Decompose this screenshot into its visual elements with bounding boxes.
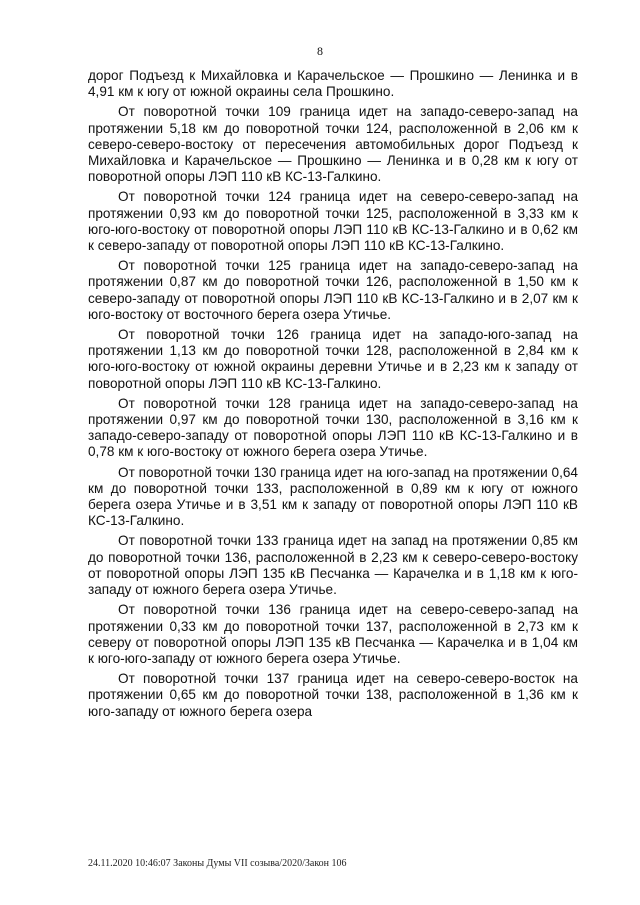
page-number: 8 [317, 44, 323, 58]
paragraph: От поворотной точки 124 граница идет на северо-северо-запад на протяжении 0,93 км до поворотной точки 125, расположенной в 3,33 км к юго-юго-востоку от поворотной опоры ЛЭП 110 кВ КС-13-Галкино и в 0,62 км к северо-западу от поворотной опоры ЛЭП 110 кВ КС-13-Галкино. [88, 189, 578, 254]
paragraph: От поворотной точки 109 граница идет на западо-северо-запад на протяжении 5,18 км до поворотной точки 124, расположенной в 2,06 км к северо-северо-востоку от пересечения автомобильных дорог Подъезд к Михайловка и Карачельское — Прошкино — Ленинка и в 0,28 км к югу от поворотной опоры ЛЭП 110 кВ КС-13-Галкино. [88, 104, 578, 185]
paragraph: От поворотной точки 130 граница идет на юго-запад на протяжении 0,64 км до поворотной точки 133, расположенной в 0,89 км к югу от южного берега озера Утичье и в 3,51 км к западу от поворотной опоры ЛЭП 110 кВ КС-13-Галкино. [88, 464, 578, 529]
paragraph: дорог Подъезд к Михайловка и Карачельское — Прошкино — Ленинка и в 4,91 км к югу от южной окраины села Прошкино. [88, 68, 578, 100]
paragraph: От поворотной точки 126 граница идет на западо-юго-запад на протяжении 1,13 км до поворотной точки 128, расположенной в 2,84 км к юго-юго-востоку от южной окраины деревни Утичье и в 2,23 км к западу от поворотной опоры ЛЭП 110 кВ КС-13-Галкино. [88, 327, 578, 391]
document-body [88, 68, 578, 724]
paragraph: От поворотной точки 136 граница идет на северо-северо-запад на протяжении 0,33 км до поворотной точки 137, расположенной в 2,73 км к северу от поворотной опоры ЛЭП 135 кВ Песчанка — Карачелка и в 1,04 км к юго-юго-западу от южного берега озера Утичье. [88, 602, 578, 666]
footer-stamp: 24.11.2020 10:46:07 Законы Думы VII созыва/2020/Закон 106 [88, 858, 347, 869]
paragraph: От поворотной точки 128 граница идет на западо-северо-запад на протяжении 0,97 км до поворотной точки 130, расположенной в 3,16 км к западо-северо-западу от поворотной опоры ЛЭП 110 кВ КС-13-Галкино и в 0,78 км к юго-востоку от южного берега озера Утичье. [88, 395, 578, 460]
paragraph: От поворотной точки 133 граница идет на запад на протяжении 0,85 км до поворотной точки 136, расположенной в 2,23 км к северо-северо-востоку от поворотной опоры ЛЭП 135 кВ Песчанка — Карачелка и в 1,18 км к юго-западу от южного берега озера Утичье. [88, 533, 578, 598]
paragraph: От поворотной точки 125 граница идет на западо-северо-запад на протяжении 0,87 км до поворотной точки 126, расположенной в 1,50 км к северо-западу от поворотной опоры ЛЭП 110 кВ КС-13-Галкино и в 2,07 км к юго-востоку от восточного берега озера Утичье. [88, 258, 578, 322]
paragraph: От поворотной точки 137 граница идет на северо-северо-восток на протяжении 0,65 км до поворотной точки 138, расположенной в 1,36 км к юго-западу от южного берега озера [88, 671, 578, 719]
